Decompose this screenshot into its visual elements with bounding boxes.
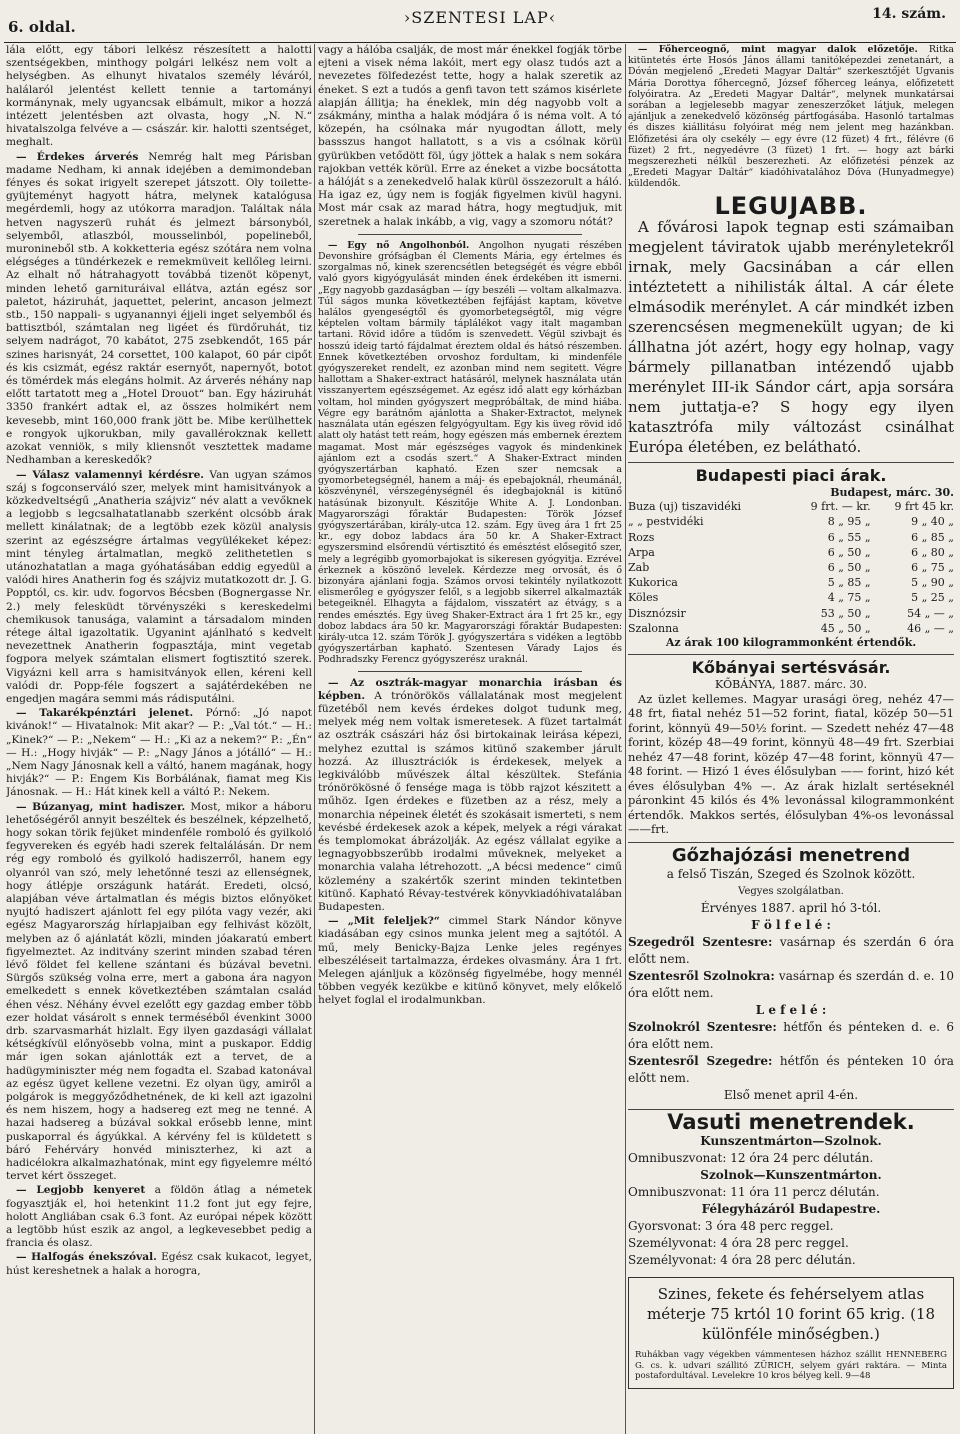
article bbox=[6, 1251, 312, 1277]
article-text: Pórnő: „Jó napot kivánok!“ — Hivatalnok: Mit akar? — P.: „Val tót.“ — H.: „Kinek?“ — P.: „Nekem“ — H.: „Ki az a nekem?“ P.: „Én“ — H.: „Hogy hivják“ — P.: „Nagy János a jótálló“ — H.: „Nem Nagy Jánosnak kell a váltó, hanem magának, hogy hivják?“ — P.: Engem Kis Borbálának, fiamat meg Kis Jánosnak. — H.: Hát kinek kell a váltó P.: Nekem. bbox=[6, 707, 312, 799]
advertisement bbox=[318, 240, 622, 666]
price-value: 6 „ 50 „ bbox=[827, 545, 871, 559]
article bbox=[6, 151, 312, 468]
section-title-legujabb: LEGUJABB. bbox=[714, 191, 868, 220]
price-value: 9 „ 40 „ bbox=[911, 515, 954, 529]
page-number: 6. oldal. bbox=[8, 18, 76, 36]
article-title: — Búzanyag, mint hadiszer. bbox=[16, 800, 186, 813]
article-title: — Takarékpénztári jelenet. bbox=[16, 707, 194, 720]
price-value: 5 „ 85 „ bbox=[827, 576, 871, 590]
price-value: 6 „ 75 „ bbox=[911, 561, 954, 575]
section-title-steamship: Gőzhajózási menetrend bbox=[671, 844, 911, 866]
article-text: lála előtt, egy tábori lelkész részesített a halotti szentségekben, minthogy polgári lelkész nem volt a helységben. As elhunyt hivatalos személy léváról, halálaról jelentést kellett tennie a tartományi kormánynak, mely ugyancsak elbámult, mikor a hozzá intézett jelentésben azt olvasta, hogy „N. N.“ hivatalszolga felvéve a — császár. kir. halotti szentséget, meghalt. bbox=[6, 44, 312, 149]
price-value: 54 „ — „ bbox=[907, 606, 954, 620]
route-title: Kunszentmárton—Szolnok. bbox=[700, 1134, 882, 1149]
price-item: Rozs bbox=[628, 530, 655, 544]
column-divider bbox=[314, 44, 315, 1434]
price-item: Kukorica bbox=[628, 576, 678, 590]
schedule-direction: L e f e l é : bbox=[755, 1002, 827, 1017]
article-text: A fővárosi lapok tegnap esti számaiban megjelent táviratok ujabb merényletekről irnak, mely Gacsinában a cár ellen intéztetett a nihilisták által. A cár élete elmásodik merénylet. A cár mindkét izben szerencsésen megmenekült ugyan; de ki állhatna jót azért, hogy egy holnap, vagy bármely pillanatban intézendő ujabb merénylet III-ik Sándor cárt, apja sorsára nem juttatja-e? S hogy egy ilyen katasztrófa mily változást csinálhat Európa életében, ez belátható. bbox=[628, 217, 954, 456]
market-date: Budapest, márc. 30. bbox=[830, 486, 954, 500]
route-title: Félegyházáról Budapestre. bbox=[701, 1202, 881, 1217]
divider bbox=[628, 462, 954, 463]
paper-title: ›SZENTESI LAP‹ bbox=[403, 8, 557, 27]
price-row bbox=[628, 560, 954, 575]
divider bbox=[358, 234, 582, 235]
price-value: 6 „ 50 „ bbox=[827, 561, 871, 575]
article-title: — Főherceognő, mint magyar dalok előzetője. bbox=[638, 44, 918, 55]
price-row bbox=[628, 590, 954, 605]
article bbox=[6, 801, 312, 1184]
schedule-row: Első menet april 4-én. bbox=[723, 1087, 859, 1102]
column-right bbox=[628, 44, 954, 1434]
article bbox=[6, 707, 312, 799]
silk-advertisement bbox=[628, 1277, 954, 1389]
article-text: Egész csak kukacot, legyet, húst kereshetnek a halak a horogra, bbox=[6, 1251, 312, 1277]
header-rule bbox=[4, 42, 956, 43]
article-title: — Legjobb kenyeret bbox=[16, 1184, 146, 1197]
price-row bbox=[628, 514, 954, 529]
price-item: Szalonna bbox=[628, 621, 679, 635]
price-row bbox=[628, 499, 954, 514]
price-value: 8 „ 95 „ bbox=[827, 515, 871, 529]
price-value: 53 „ 50 „ bbox=[820, 606, 871, 620]
article bbox=[6, 469, 312, 707]
price-value: 45 „ 50 „ bbox=[820, 621, 871, 635]
section-title-market-prices: Budapesti piaci árak. bbox=[695, 465, 887, 485]
article-text: Az üzlet kellemes. Magyar urasági öreg, nehéz 47—48 frt, fiatal nehéz 51—52 forint, fiatal, közép 50—51 forint, könnyü 49—50½ forint. — Szedett nehéz 47—48 forint, közép 48—49 forint, könnyü 48—49 frt. Szerbiai nehéz 47—48 forint, közép 47—48 forint, könnyü 47—48 forint. — Hizó 1 éves élősulyban —— forint, hizó két éves élősulyban 4% —. Az árak hizlalt sertéseknél páronkint 45 kilós és 4% levonással kilogrammonként értendők. Makkos sertés, élősulyban 4%-os levonással ——frt. bbox=[628, 691, 954, 837]
divider bbox=[628, 654, 954, 655]
article-title: — Érdekes árverés bbox=[16, 150, 139, 163]
article bbox=[6, 1184, 312, 1250]
price-row bbox=[628, 545, 954, 560]
price-item: Köles bbox=[628, 591, 659, 605]
price-value: 6 „ 85 „ bbox=[911, 530, 954, 544]
divider bbox=[358, 671, 582, 672]
schedule-subtitle: a felső Tiszán, Szeged és Szolnok között. bbox=[666, 866, 916, 881]
article-text: Most, mikor a háboru lehetőségéről annyit beszéltek és beszélnek, képzelhető, hogy sokan törik fejüket mindenféle romboló és gyilkoló fegyvereken és egyéb hadi szerek feltalálásán. Dr nem rég egy romboló és gyilkoló hadiszerről, hanem egy olyanról van szó, mely lehetőnné teszi az ellenségnek, hogy átlépje országunk határát. Eredeti, olcsó, alapjában véve ártalmatlan és mégis biztos előnyöket nyujtó hadiszert ajánlott fel egy pilóta vagy vezér, aki egész Magyarország hírlapjaiban egy felhivást közölt, melyben az ő ajánlatát közli, minden jóakaratú embert figyelmeztet. Az inditvány szerint minden szabad téren lévő földet fel kellene szántani és búzával bevetni. Sürgős szükség volna erre, mert a gabona ára nagyon emelkedett s ennek következtében számtalan család éhen vész. Néhány évvel ezelőtt egy gazdag ember több ezer holdat vásárolt s ennek terméséből évenkint 3000 drb. szarvasmarhát hizlalt. Egy ilyen gazdasági vállalat kétségkívül előnyösebb volna, mint a puskapor. Eddig már igen sokan ajánlották ezt a tervet, de a hadügyminiszter még nem fogadta el. Szabad katonával az egész ügyet kellene vezetni. Ez olyan ügy, amiről a polgárok is meggyőződhetnének, de ki kell azt igazolni és nem hiszem, hogy a hadsereg ezt meg ne tenné. A hazai hadsereg a búzával sokkal erősebb lenne, mint puskaporral és ágyúkkal. A kérvény fel is küldetett s báró Fehérváry honvéd miniszterhez, ki azt a hadicélokra alkalmazhatónak, mint egy figyelemre méltó tervet kért összeget. bbox=[6, 800, 312, 1183]
price-value: 5 „ 25 „ bbox=[911, 591, 954, 605]
article-text: Ritka kitüntetés érte Hosós János állami tanitóképezdei zenetanárt, a Dóván megjelenő „Eredeti Magyar Daltár“ szerkesztőjét Ugvanis Mária Dorottya főhercegnő, József főherceg leánya, előfizetett folyóiratra. Az „Eredeti Magyar Daltár“, melynek munkatársai sorában a legjelesebb magyar zeneszerzőket látjuk, melegen ajánljuk a zenekedvelő közönség pártfogásába. Hasonló tartalmas és diszes kiállitásu folyóirat még nem jelent meg hazánkban. Előfizetési ára oly csekély — egy évre (12 füzet) 4 frt., félévre (6 füzet) 2 frt., negyedévre (3 füzet) 1 frt. — hogy azt bárki megszerezheti nélkül beszerezheti. Az előfizetési pénzek az „Eredeti Magyar Daltár“ kiadóhivatalához Dóva (Hunyadmegye) küldendők. bbox=[628, 44, 954, 190]
price-value: 46 „ — „ bbox=[907, 621, 954, 635]
price-item: „ „ pestvidéki bbox=[628, 515, 704, 529]
article-title: — Az osztrák-magyar monarchia irásban és képben. bbox=[318, 676, 622, 702]
price-value: 9 frt. — kr. bbox=[810, 500, 871, 514]
price-item: Buza (uj) tiszavidéki bbox=[628, 500, 741, 514]
price-value: 6 „ 80 „ bbox=[911, 545, 954, 559]
article bbox=[318, 915, 622, 1007]
section-title-pig-market: Kőbányai sertésvásár. bbox=[691, 658, 891, 678]
train-row: Omnibuszvonat: 12 óra 24 perc délután. bbox=[628, 1151, 874, 1166]
railway-schedule bbox=[628, 1133, 954, 1269]
article-title: — Válasz valamennyi kérdésre. bbox=[16, 468, 204, 481]
train-row: Személyvonat: 4 óra 28 perc reggel. bbox=[628, 1236, 849, 1251]
schedule-row: Szentesről Szolnokra: vasárnap és szerdán d. e. 10 óra előtt nem. bbox=[628, 968, 954, 1000]
price-item: Zab bbox=[628, 561, 650, 575]
article-text: Angolhon nyugati részében Devonshire grófságban él Clements Mária, egy értelmes és szorgalmas nő, kinek szerencsétlen betegségét és végre ebből való gyors kigyógyulását minden ének érdekében itt ismerni. „Egy nagyobb gazdaságban — így beszéli — voltam alkalmazva. Túl ságos munka következtében fejfájást kaptam, követve halálos gyengeségtől és gyomorbetegségtől, mig végre képtelen voltam bármily táplálékot vagy italt magamban tartani. Rövid időre a tüdőm is szenvedett. Végül szivbajt és hosszú ideig tartó fájdalmat éreztem oldal és hátsó részemben. Ennek következtében orvoshoz fordultam, ki mindenféle gyógyszereket rendelt, ez azonban mind nem segitett. Végre hallottam a Shaker-extract hatásáról, melynek használata után visszanyertem egészségemet. Az egész idő alatt egy kórházban voltam, hol minden gyógyszert megpróbáltak, de mind hiába. Végre egy barátnőm ajánlotta a Shaker-Extractot, melynek használata után egészen felgyógyultam. Egy kis üveg rövid idő alatt oly hatást tett reám, hogy egészen más embernek éreztem magamat. Most már egészséges vagyok és mindenkinek ajánlom ezt a csodás szert.“ A Shaker-Extract minden gyógyszertárban kapható. Ezen szer nemcsak a gyomorbetegségnél, hanem a máj- és epebajoknál, rheumánál, köszvénynél, vérszegénységnél és idegbajoknál is kitünő hatásúnak bizonyult. Készitője White A. J. Londonban. Magyarországi főraktár Budapesten: Török József gyógyszertárában, király-utca 12. szám. Egy üveg ára 1 frt 25 kr., egy doboz labdacs ára 50 kr. A Shaker-Extract egyszersmind elsőrendü vértisztitó és emésztést elősegitő szer, mely a legrégibb gyomorbajokat is sikeresen gyógyitja. Ezrével érkeznek a köszönő levelek. Kérdezze meg orvosát, és ő bizonyára ajánlani fogja. Számos orvosi tekintély nyilatkozott elismerőleg e gyógyszer felől, s a legjobb sikerrel alkalmazták betegeiknél. Elhagyta a fájdalom, visszatért az étvágy, s a rendes emésztés. Egy üveg Shaker-Extract ára 1 frt 25 kr., egy doboz labdacs ára 50 kr. Magyarországi főraktár Budapesten: király-utca 12. szám Török J. gyógyszertára s vidéken a legtöbb gyógyszertárban kapható. Szentesen Várady Lajos és Podhradszky Ferencz gyógyszerész uraknál. bbox=[318, 239, 622, 666]
price-value: 6 „ 55 „ bbox=[827, 530, 871, 544]
train-row: Személyvonat: 4 óra 28 perc délután. bbox=[628, 1253, 856, 1268]
pig-market-date: KŐBÁNYA, 1887. márc. 30. bbox=[714, 678, 868, 692]
price-row bbox=[628, 530, 954, 545]
price-row bbox=[628, 621, 954, 636]
article-title: — Halfogás énekszóval. bbox=[16, 1251, 157, 1264]
issue-number: 14. szám. bbox=[872, 6, 946, 22]
article-text: cimmel Stark Nándor könyve kiadásában egy csinos munka jelent meg a sajtótól. A mű, mely Benicky-Bajza Lenke jeles regényes elbeszéléseit tartalmazza, érdekes olvasmány. Ára 1 frt. Melegen ajánljuk a közönség figyelmébe, hogy mennél többen vegyék kezükbe e kitünő könyvet, mely előkelő helyet foglal el irodalmunkban. bbox=[318, 915, 622, 1007]
schedule-note: Vegyes szolgálatban. bbox=[738, 885, 844, 897]
article-title: — „Mit feleljek?“ bbox=[328, 915, 440, 928]
column-middle bbox=[318, 44, 622, 1434]
price-value: 5 „ 90 „ bbox=[911, 576, 954, 590]
price-item: Arpa bbox=[628, 545, 655, 559]
article bbox=[628, 44, 954, 190]
price-item: Disznózsir bbox=[628, 606, 686, 620]
page-header bbox=[0, 0, 960, 46]
ad-headline: Szines, fekete és fehérselyem atlas méterje 75 krtól 10 forint 65 krig. (18 különféle minőségben.) bbox=[646, 1285, 936, 1344]
column-divider bbox=[625, 44, 626, 1434]
price-value: 4 „ 75 „ bbox=[827, 591, 871, 605]
article-title: — Egy nő Angolhonból. bbox=[328, 239, 470, 251]
article-text: a földön átlag a németek fogyasztják el, hoi hetenkint 11.2 font jut egy fejre, holott Angliában csak 6.3 font. Az európai népek között a legtöbb húst eszik az angol, a legkevesebbet pedig a francia és olasz. bbox=[6, 1184, 312, 1250]
price-row bbox=[628, 575, 954, 590]
section-title-railway: Vasuti menetrendek. bbox=[667, 1109, 915, 1134]
train-row: Gyorsvonat: 3 óra 48 perc reggel. bbox=[628, 1219, 834, 1234]
route-title: Szolnok—Kunszentmárton. bbox=[700, 1168, 882, 1183]
price-table bbox=[628, 499, 954, 636]
column-left bbox=[6, 44, 312, 1434]
ad-text: Ruhákban vagy végekben vámmentesen házhoz szállit HENNEBERG G. cs. k. udvari szállitó ZÜRICH, selyem gyári raktára. — Minta postafordultával. Levelekre 10 kros bélyeg kell. 9—48 bbox=[635, 1350, 947, 1382]
article-text: Nemrég halt meg Párisban madame Nedham, ki annak idejében a demimondeban fényes és sokat irigyelt szerepet játszott. Oly toilette-gyüjteményt hagyott hátra, melynek katalógusa megérdemli, hogy az utókorra maradjon. Találtak nála hetven nagyszerü ruhát és jelmezt bársonyból, selyemből, atlaszból, mousselinból, popelineből, muronineből stb. A kokketteria egész szótára nem volna elégséges a tündérkezek e remekmüveit kellőleg leirni. Az elhalt nő hátrahagyott továbbá tizenöt köpenyt, minden lehető garnituráival ellátva, aztán egész sor paletot, háziruhát, jaquettet, pelerint, ancason jelmezt stb., 150 nappali- s ugyanannyi éjjeli inget selyemből és battisztból, számtalan neg ligéet és fürdőruhát, tiz selyem nadrágot, 70 kabátot, 275 zsebkendőt, 165 pár szines harisnyát, 24 corsettet, 100 kalapot, 60 pár cipőt és kis csizmát, egész raktár esernyőt, napernyőt, botot és tömérdek más elegáns holmit. Az árverés néhány nap előtt tartatott meg a „Hotel Drouot“ ban. Egy háziruhát 3350 frankért adtak el, az összes holmikért nem kevesebb, mint 160,000 frank jött be. Mibe kerülhettek e rongyok ujkorukban, mily gavallérokznak kellett azokat venniök, s mily kliensnőt vesztettek madame Nedhamban a kereskedők? bbox=[6, 150, 312, 467]
schedule-validity: Érvényes 1887. april hó 3-tól. bbox=[700, 900, 882, 915]
price-value: 9 frt 45 kr. bbox=[894, 500, 954, 514]
price-row bbox=[628, 606, 954, 621]
steamship-schedule bbox=[628, 866, 954, 1104]
article-text: Van ugyan számos száj s fogconserváló szer, melyek mint hamisitványok a közkedveltségű „Anatheria szájviz“ név alatt a vevőknek a legjobb s legcsalhatatlanabb szerként olcsóbb árak mellett kinálatnak; de a legtöbb ezek közül analysis szerint az egészségre ártalmas vegyülékeket képez: mint tényleg ártalmatlan, megkö zelithetetlen s utánozhatatlan a maga gyóhatásában eddig egyedül a valódi hires Anatherin fog és szájviz mutatkozott dr. J. G. Popptól, cs. kir. udv. fogorvos Bécsben (Bognergasse Nr. 2.) mely felesküdt törvényszéki s kereskedelmi chemikusok tanusága, valamint a társadalom minden rétege által igazoltatik. Ugyanint ajánlható s kedvelt nevezettnek Anatherin fogpasztája, mint vegetab fogpora melyek számtalan elismert fogtisztitó szerek. Vigyázni kell arra s hamisitványok ellen, kéreni kell valódi dr. Popp-féle fogszert a sajátérdekében ne engedjen magára semmi más rádisputálni. bbox=[6, 468, 312, 705]
article bbox=[318, 677, 622, 915]
schedule-row: Szegedről Szentesre: vasárnap és szerdán 6 óra előtt nem. bbox=[628, 934, 954, 966]
article-text: vagy a hálóba csalják, de most már énekkel fogják törbe ejteni a visek néma lakóit, mert egy olasz tudós azt a nevezetes fölfedezést tette, hogy a halak szeretik az éneket. S ezt a tudós a genfi tavon tett számos kisérlete alapján állitja; ha éneklek, min dég nagyobb volt a zsákmány, mintha a halak módjára ő is néma volt. A tó közepén, ha csólnaka már nyugodtan állott, mely bassszus hangot hallatott, s a vis a csólnak körül gyürükben vetődött föl, úgy jöttek a halak s nem sokára rajokban vették körül. Erre az éneket a vizbe bocsátotta a hálóját s a zenekedvelő halak kürül összezorult a háló. Ha igaz ez, úgy nem is fogják figyelmen kivül hagyni. Most már csak az marad hátra, hogy megtudjuk, mit szeretnek a halak inkább, a vig, vagy a szomoru nótát? bbox=[318, 44, 622, 228]
schedule-row: Szentesről Szegedre: hétfőn és pénteken 10 óra előtt nem. bbox=[628, 1053, 954, 1085]
divider bbox=[628, 842, 954, 843]
price-note: Az árak 100 kilogrammonként értendők. bbox=[665, 636, 917, 650]
train-row: Omnibuszvonat: 11 óra 11 percz délután. bbox=[628, 1185, 880, 1200]
article-text: A trónörökös vállalatának most megjelent füzetéből nem kevés érdekes dolgot tudunk meg, melyek még nem voltak ismeretesek. A füzet tartalmát az osztrák császári ház ősi birtokainak leirása képezi, melyhez ezuttal is számos kitünő szakember járult hozzá. Az illusztrációk is érdekesek, melyek a legkiválóbb művészek által készültek. Stefánia trónörökösné ő fensége maga is több rajzot készitett a műhöz. Igen érdekes e füzetben az a rész, mely a monarchia népeinek életét és szokásait ismerteti, s nem kevésbé érdekesek azok a képek, melyek a régi várakat és templomokat ábrázolják. Az egész vállalat egyike a legnagyobbszerűbb irodalmi műveknek, melyeket a monarchia valaha létrehozott. „A bécsi medence“ cimű közlemény a szakértők szerint minden tekintetben kitünő. Kapható Révay-testvérek könyvkiadóhivatalában Budapesten. bbox=[318, 689, 622, 914]
schedule-row: Szolnokról Szentesre: hétfőn és pénteken d. e. 6 óra előtt nem. bbox=[628, 1019, 954, 1051]
schedule-direction: F ö l f e l é : bbox=[751, 917, 831, 932]
